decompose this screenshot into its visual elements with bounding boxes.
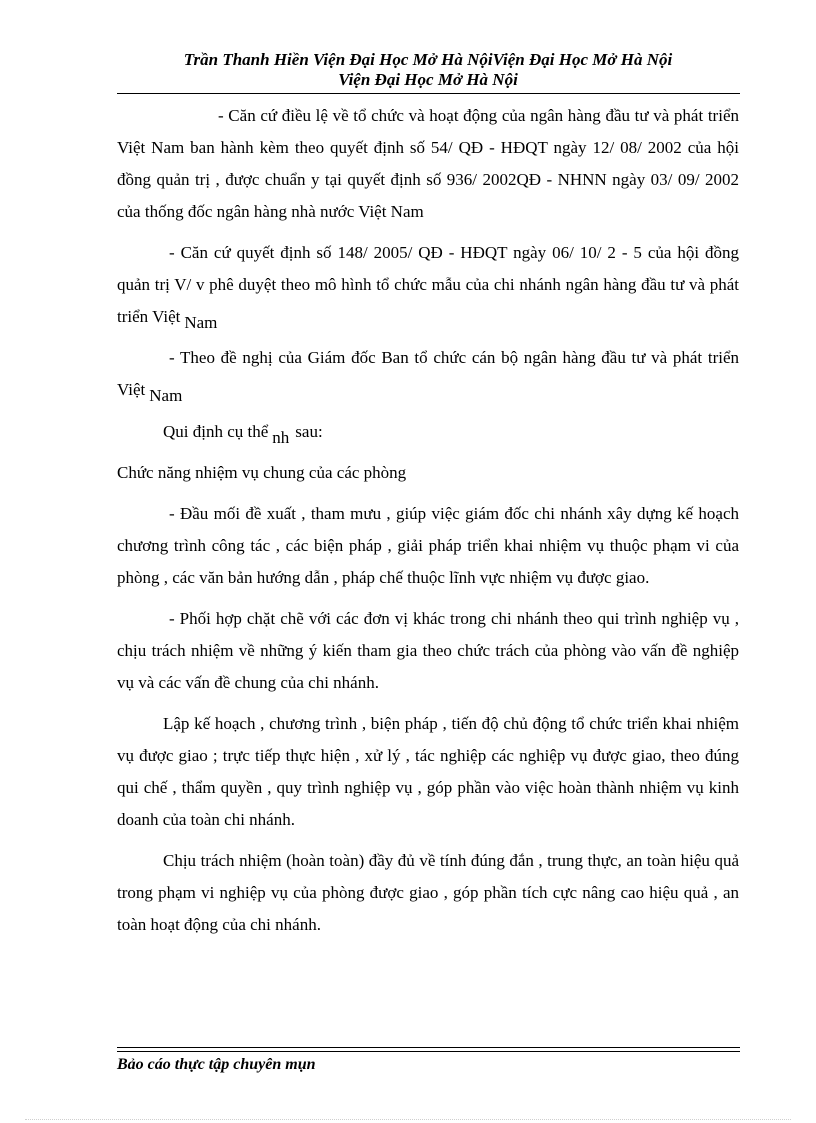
paragraph-7: Lập kế hoạch , chương trình , biện pháp , tiến độ chủ động tổ chức triển khai nhiệm vụ được giao ; trực tiếp thực hiện , xử lý , tác nghiệp các nghiệp vụ được giao, theo đúng qui chế , thẩm quyền , quy trình nghiệp vụ , góp phần vào việc hoàn thành nhiệm vụ kinh doanh của toàn chi nhánh. bbox=[117, 714, 739, 829]
header-line-2: Viện Đại Học Mở Hà Nội bbox=[338, 70, 518, 89]
paragraph-2 bbox=[117, 237, 739, 333]
footer-rule bbox=[117, 1047, 740, 1052]
paragraph-1: - Căn cứ điều lệ về tổ chức và hoạt động của ngân hàng đầu tư và phát triển Việt Nam ban hành kèm theo quyết định số 54/ QĐ - HĐQT ngày 12/ 08/ 2002 của hội đồng quản trị , được chuẩn y tại quyết định số 936/ 2002QĐ - NHNN ngày 03/ 09/ 2002 của thống đốc ngân hàng nhà nước Việt Nam bbox=[117, 106, 739, 221]
document-body bbox=[117, 100, 739, 941]
paragraph-2-subscript: Nam bbox=[184, 313, 218, 332]
paragraph-3 bbox=[117, 342, 739, 406]
section-heading: Chức năng nhiệm vụ chung của các phòng bbox=[117, 463, 407, 482]
paragraph-4-subscript: nh bbox=[272, 428, 290, 447]
paragraph-5: - Đầu mối đề xuất , tham mưu , giúp việc giám đốc chi nhánh xây dựng kế hoạch chương trình công tác , các biện pháp , giải pháp triển khai nhiệm vụ thuộc phạm vi của phòng , các văn bản hướng dẫn , pháp chế thuộc lĩnh vực nhiệm vụ được giao. bbox=[117, 504, 739, 587]
paragraph-4 bbox=[117, 416, 739, 448]
page-header bbox=[117, 50, 739, 90]
paragraph-3-subscript: Nam bbox=[149, 386, 183, 405]
page-bottom-dotted-line bbox=[25, 1119, 791, 1120]
paragraph-3-text: - Theo đề nghị của Giám đốc Ban tổ chức cán bộ ngân hàng đầu tư và phát triển Việt bbox=[117, 348, 739, 399]
paragraph-6: - Phối hợp chặt chẽ với các đơn vị khác trong chi nhánh theo qui trình nghiệp vụ , chịu trách nhiệm về những ý kiến tham gia theo chức trách của phòng vào vấn đề nghiệp vụ và các vấn đề chung của chi nhánh. bbox=[117, 609, 739, 692]
header-rule bbox=[117, 93, 740, 94]
paragraph-8: Chịu trách nhiệm (hoàn toàn) đầy đủ về tính đúng đắn , trung thực, an toàn hiệu quả trong phạm vi nghiệp vụ của phòng được giao , góp phần tích cực nâng cao hiệu quả , an toàn hoạt động của chi nhánh. bbox=[117, 851, 739, 934]
paragraph-4-text-b: sau: bbox=[295, 422, 323, 441]
paragraph-2-text: - Căn cứ quyết định số 148/ 2005/ QĐ - HĐQT ngày 06/ 10/ 2 - 5 của hội đồng quản trị V/ v phê duyệt theo mô hình tổ chức mẫu của chi nhánh ngân hàng đầu tư và phát triển Việt bbox=[117, 243, 739, 326]
page-footer: Bảo cáo thực tập chuyên mụn bbox=[117, 1056, 316, 1073]
header-line-1: Trần Thanh Hiền Viện Đại Học Mở Hà NộiViện Đại Học Mở Hà Nội bbox=[183, 50, 673, 69]
paragraph-4-text-a: Qui định cụ thể bbox=[163, 422, 269, 441]
